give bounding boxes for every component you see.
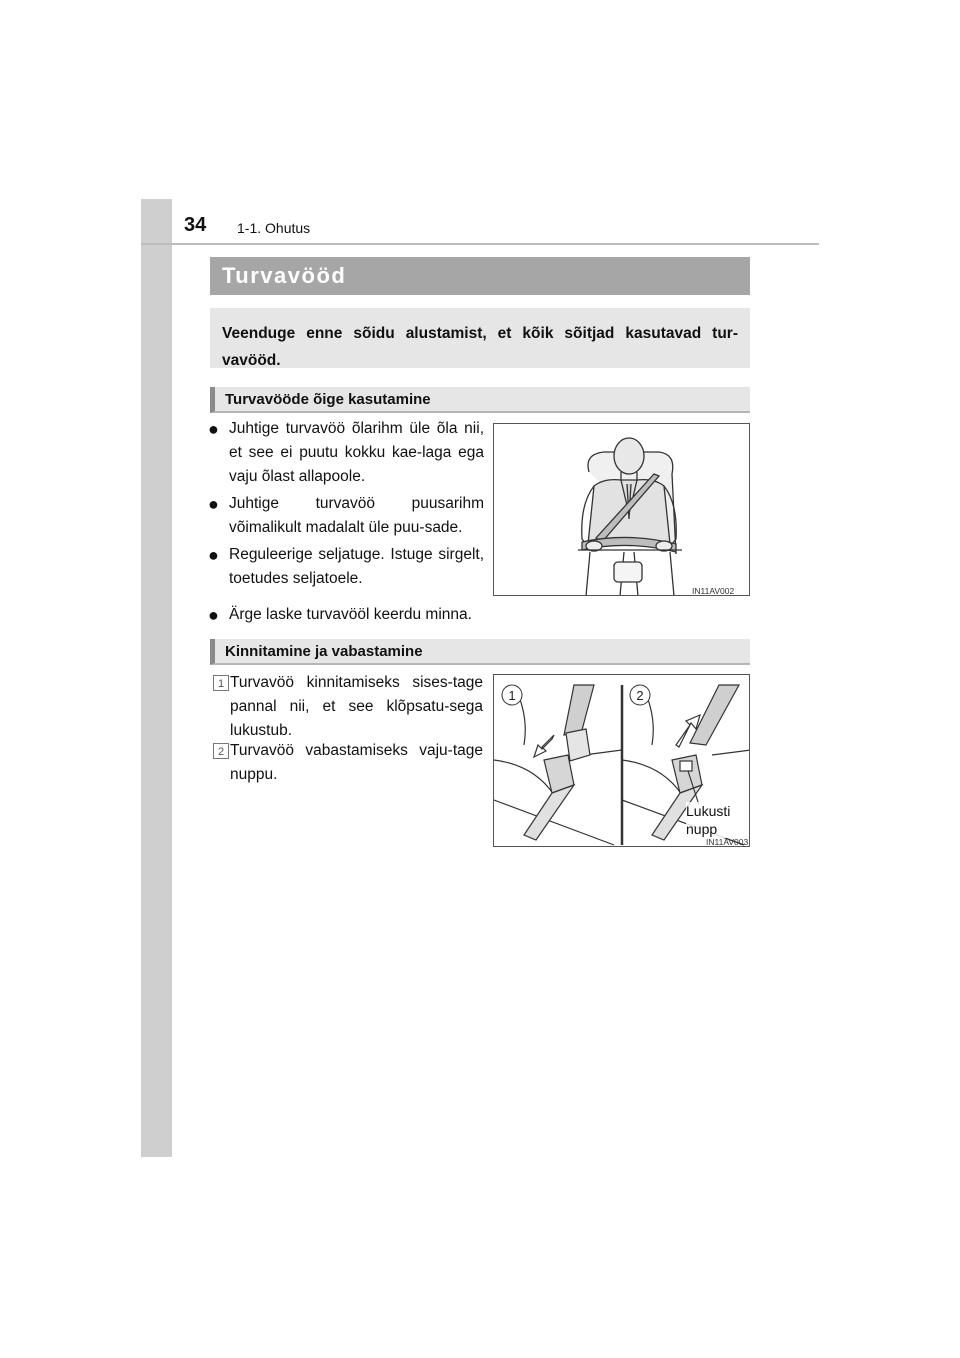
list-item: ● Ärge laske turvavööl keerdu minna. <box>208 605 472 625</box>
page-number: 34 <box>184 214 207 236</box>
subheading-fasten-release: Kinnitamine ja vabastamine <box>210 639 750 665</box>
figure-code: IN11AV002 <box>692 586 735 596</box>
list-item <box>213 739 483 799</box>
seated-person-illustration <box>494 424 750 596</box>
section-reference: 1-1. Ohutus <box>237 220 311 236</box>
panel-label-2: 2 <box>636 688 644 703</box>
list-item: ● Reguleerige seljatuge. Istuge sirgelt, toetudes seljatoele. <box>208 545 484 587</box>
page-title: Turvavööd <box>210 257 750 295</box>
bullet-list <box>208 417 484 594</box>
page-side-bar <box>141 199 172 1157</box>
step-text: Turvavöö kinnitamiseks sises-tage pannal nii, et see klõpsatu-sega lukustub. <box>230 674 483 739</box>
list-item: ● Juhtige turvavöö puusarihm võimalikult madalalt üle puu-sade. <box>208 494 484 536</box>
header-divider <box>141 243 819 245</box>
panel-label-1: 1 <box>508 688 516 703</box>
seatbelt-posture-figure <box>493 423 750 596</box>
intro-note: Veenduge enne sõidu alustamist, et kõik sõitjad kasutavad tur-vavööd. <box>210 308 750 368</box>
list-item: ● Juhtige turvavöö õlarihm üle õla nii, et see ei puutu kokku kae-laga ega vaju õlast allapoole. <box>208 419 484 485</box>
buckle-figure <box>493 674 750 847</box>
subheading-correct-use: Turvavööde õige kasutamine <box>210 387 750 413</box>
figure-code: IN11AV003 <box>706 837 749 847</box>
step-number: 1 <box>213 675 229 691</box>
step-text: Turvavöö vabastamiseks vaju-tage nuppu. <box>230 742 483 783</box>
lock-button-label: Lukusti nupp <box>686 803 731 837</box>
step-number: 2 <box>213 743 229 759</box>
